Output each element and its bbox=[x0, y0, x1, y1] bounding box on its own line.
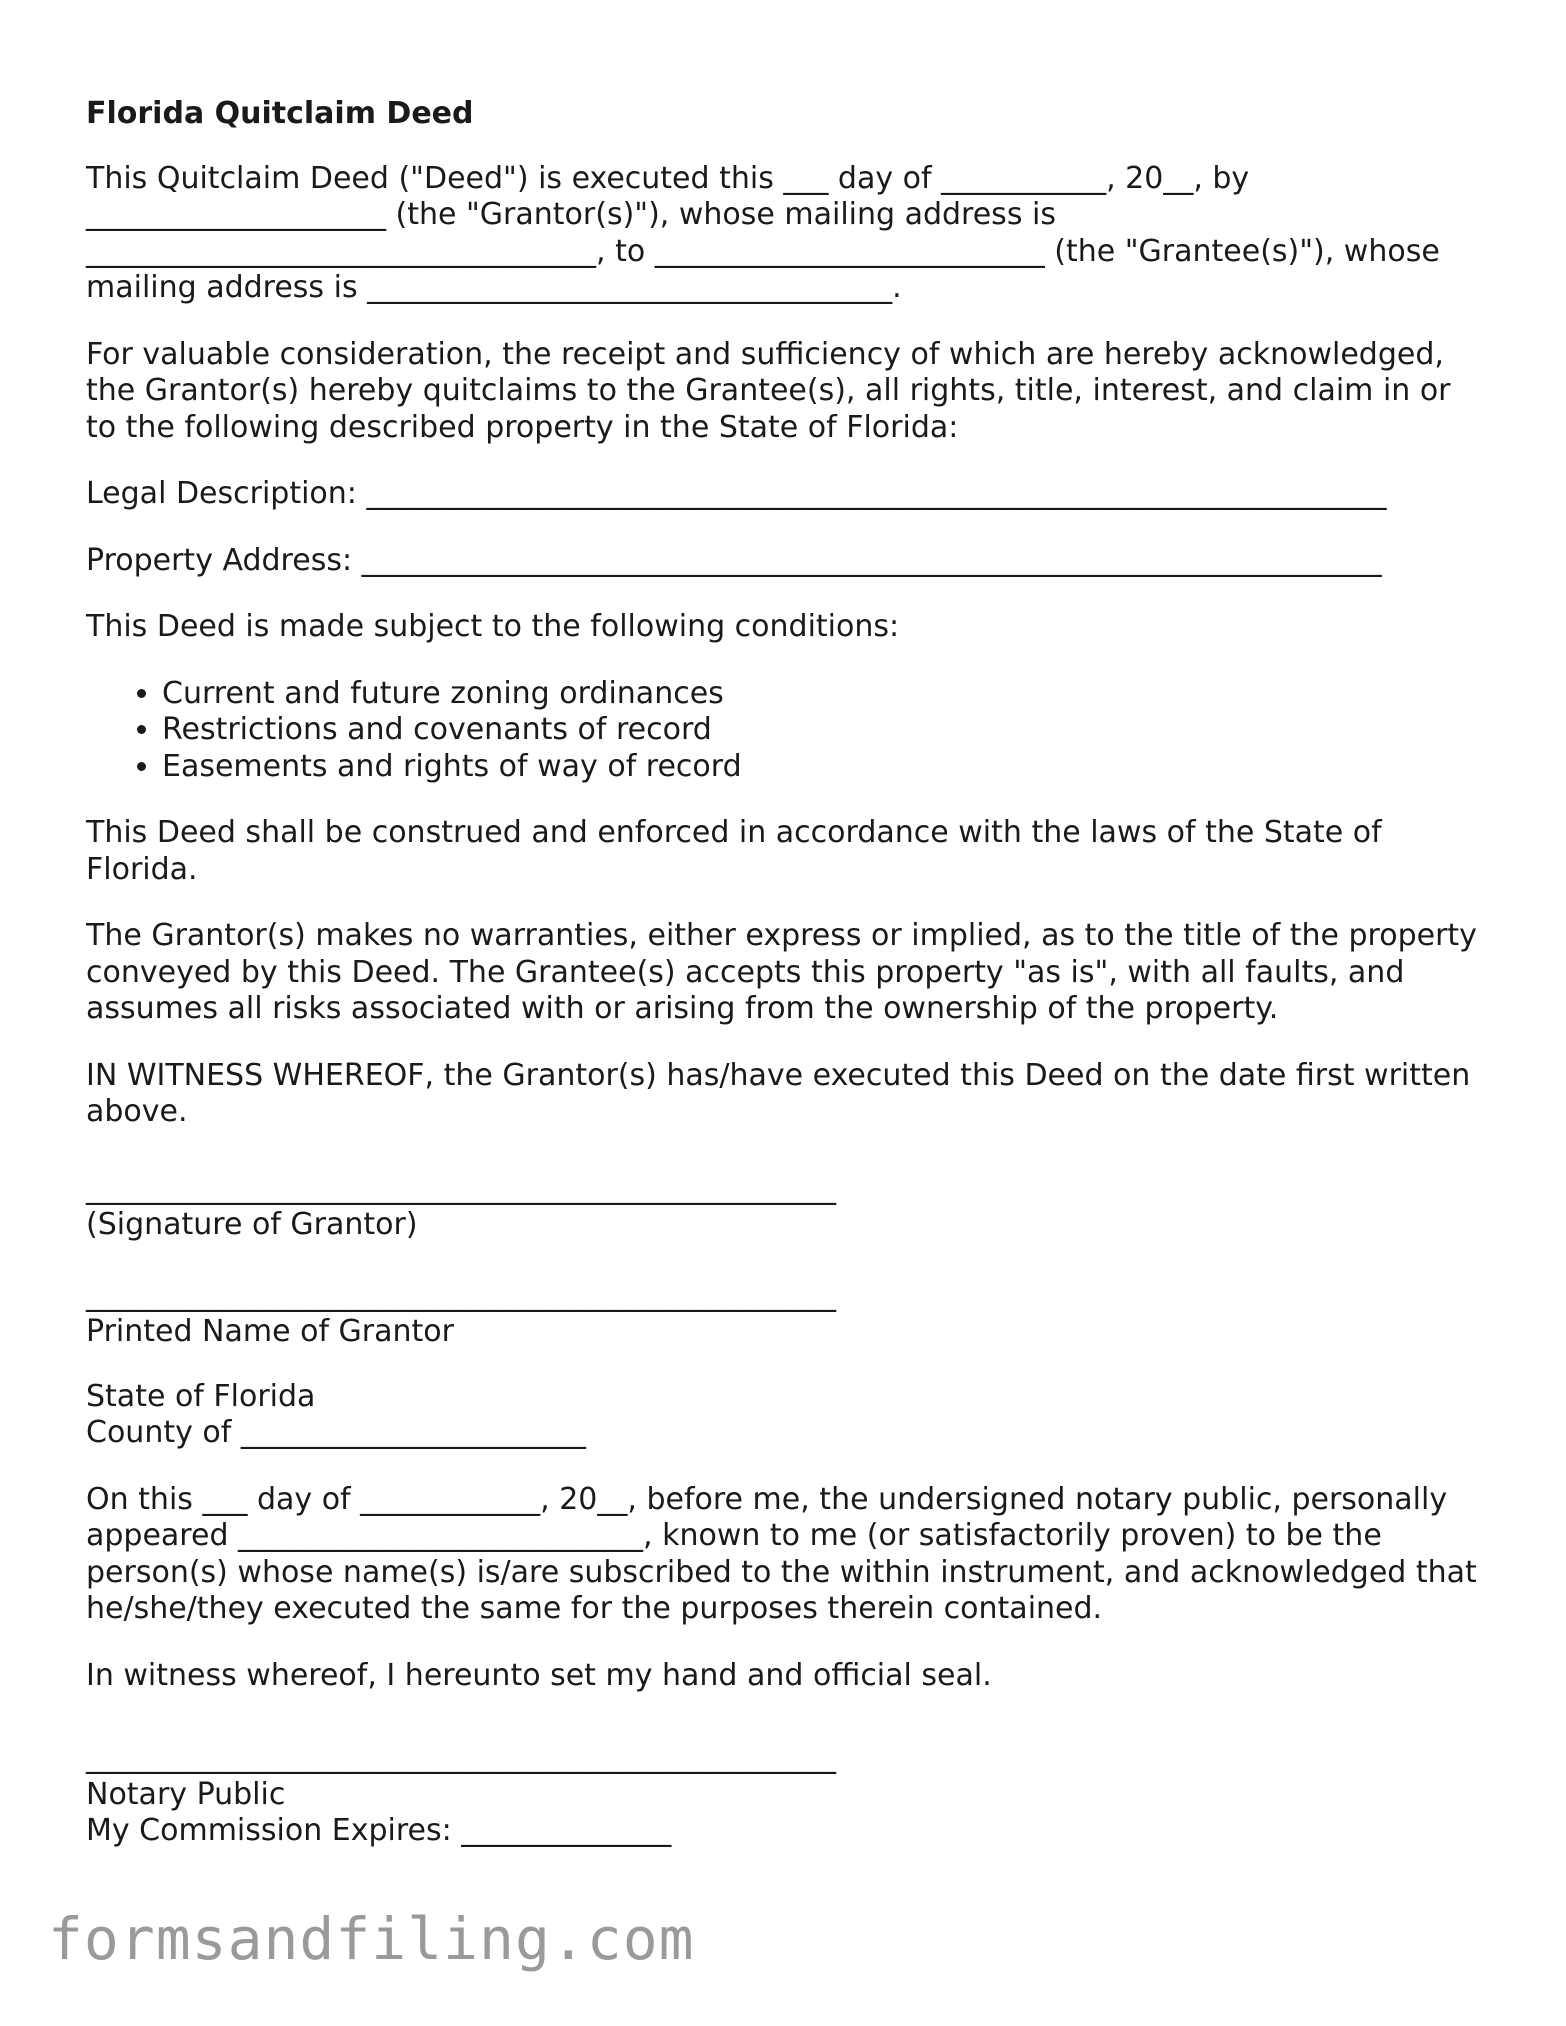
notary-signature-line: __________________________________________________ bbox=[86, 1740, 836, 1775]
watermark: formsandfiling.com bbox=[48, 1905, 695, 1973]
venue-block bbox=[86, 1379, 1486, 1452]
signature-line: __________________________________________________ bbox=[86, 1170, 836, 1206]
notary-witness-paragraph: In witness whereof, I hereunto set my hand and official seal. bbox=[86, 1657, 992, 1693]
notary-acknowledgment: On this ___ day of ____________, 20__, before me, the undersigned notary public, personally appeared ___________________________, known to me (or satisfactorily proven) to be the person(s) whose name(s) is/are subscribed to the within instrument, and acknowledged that he/she/they executed the same for the purposes therein contained. bbox=[86, 1481, 1477, 1626]
notary-signature-block bbox=[86, 1740, 1486, 1850]
printed-name-caption: Printed Name of Grantor bbox=[86, 1314, 454, 1349]
governing-law-paragraph: This Deed shall be construed and enforced in accordance with the laws of the State of Florida. bbox=[86, 815, 1382, 887]
witness-paragraph: IN WITNESS WHEREOF, the Grantor(s) has/have executed this Deed on the date first written above. bbox=[86, 1057, 1471, 1129]
list-item: • Restrictions and covenants of record bbox=[162, 712, 1486, 749]
commission-expires-field: My Commission Expires: ______________ bbox=[86, 1813, 672, 1848]
state-label: State of Florida bbox=[86, 1378, 316, 1414]
page-title: Florida Quitclaim Deed bbox=[86, 96, 474, 131]
conditions-list bbox=[86, 676, 1486, 786]
intro-paragraph: This Quitclaim Deed ("Deed") is executed this ___ day of ___________, 20__, by ____________________ (the "Grantor(s)"), whose mailing address is __________________________________, to __________________________ (the "Grantee(s)"), whose mailing address is ___________________________________. bbox=[86, 160, 1440, 305]
property-address-field: Property Address: ____________________________________________________________________ bbox=[86, 542, 1382, 578]
county-field: County of _______________________ bbox=[86, 1415, 586, 1450]
notary-caption: Notary Public bbox=[86, 1776, 286, 1812]
grantor-signature-block bbox=[86, 1171, 1486, 1351]
list-item: • Easements and rights of way of record bbox=[162, 749, 1486, 786]
conditions-intro: This Deed is made subject to the following conditions: bbox=[86, 609, 900, 644]
no-warranty-paragraph: The Grantor(s) makes no warranties, either express or implied, as to the title of the property conveyed by this Deed. The Grantee(s) accepts this property "as is", with all faults, and assumes all risks associated with or arising from the ownership of the property. bbox=[86, 918, 1477, 1026]
list-item: • Current and future zoning ordinances bbox=[162, 676, 1486, 713]
consideration-paragraph: For valuable consideration, the receipt and sufficiency of which are hereby acknowledged, the Grantor(s) hereby quitclaims to the Grantee(s), all rights, title, interest, and claim in or to the following described property in the State of Florida: bbox=[86, 336, 1451, 445]
printed-name-line: __________________________________________________ bbox=[86, 1277, 836, 1313]
signature-caption: (Signature of Grantor) bbox=[86, 1207, 418, 1242]
legal-description-field: Legal Description: ____________________________________________________________________ bbox=[86, 476, 1387, 511]
deed-document bbox=[86, 96, 1486, 1850]
